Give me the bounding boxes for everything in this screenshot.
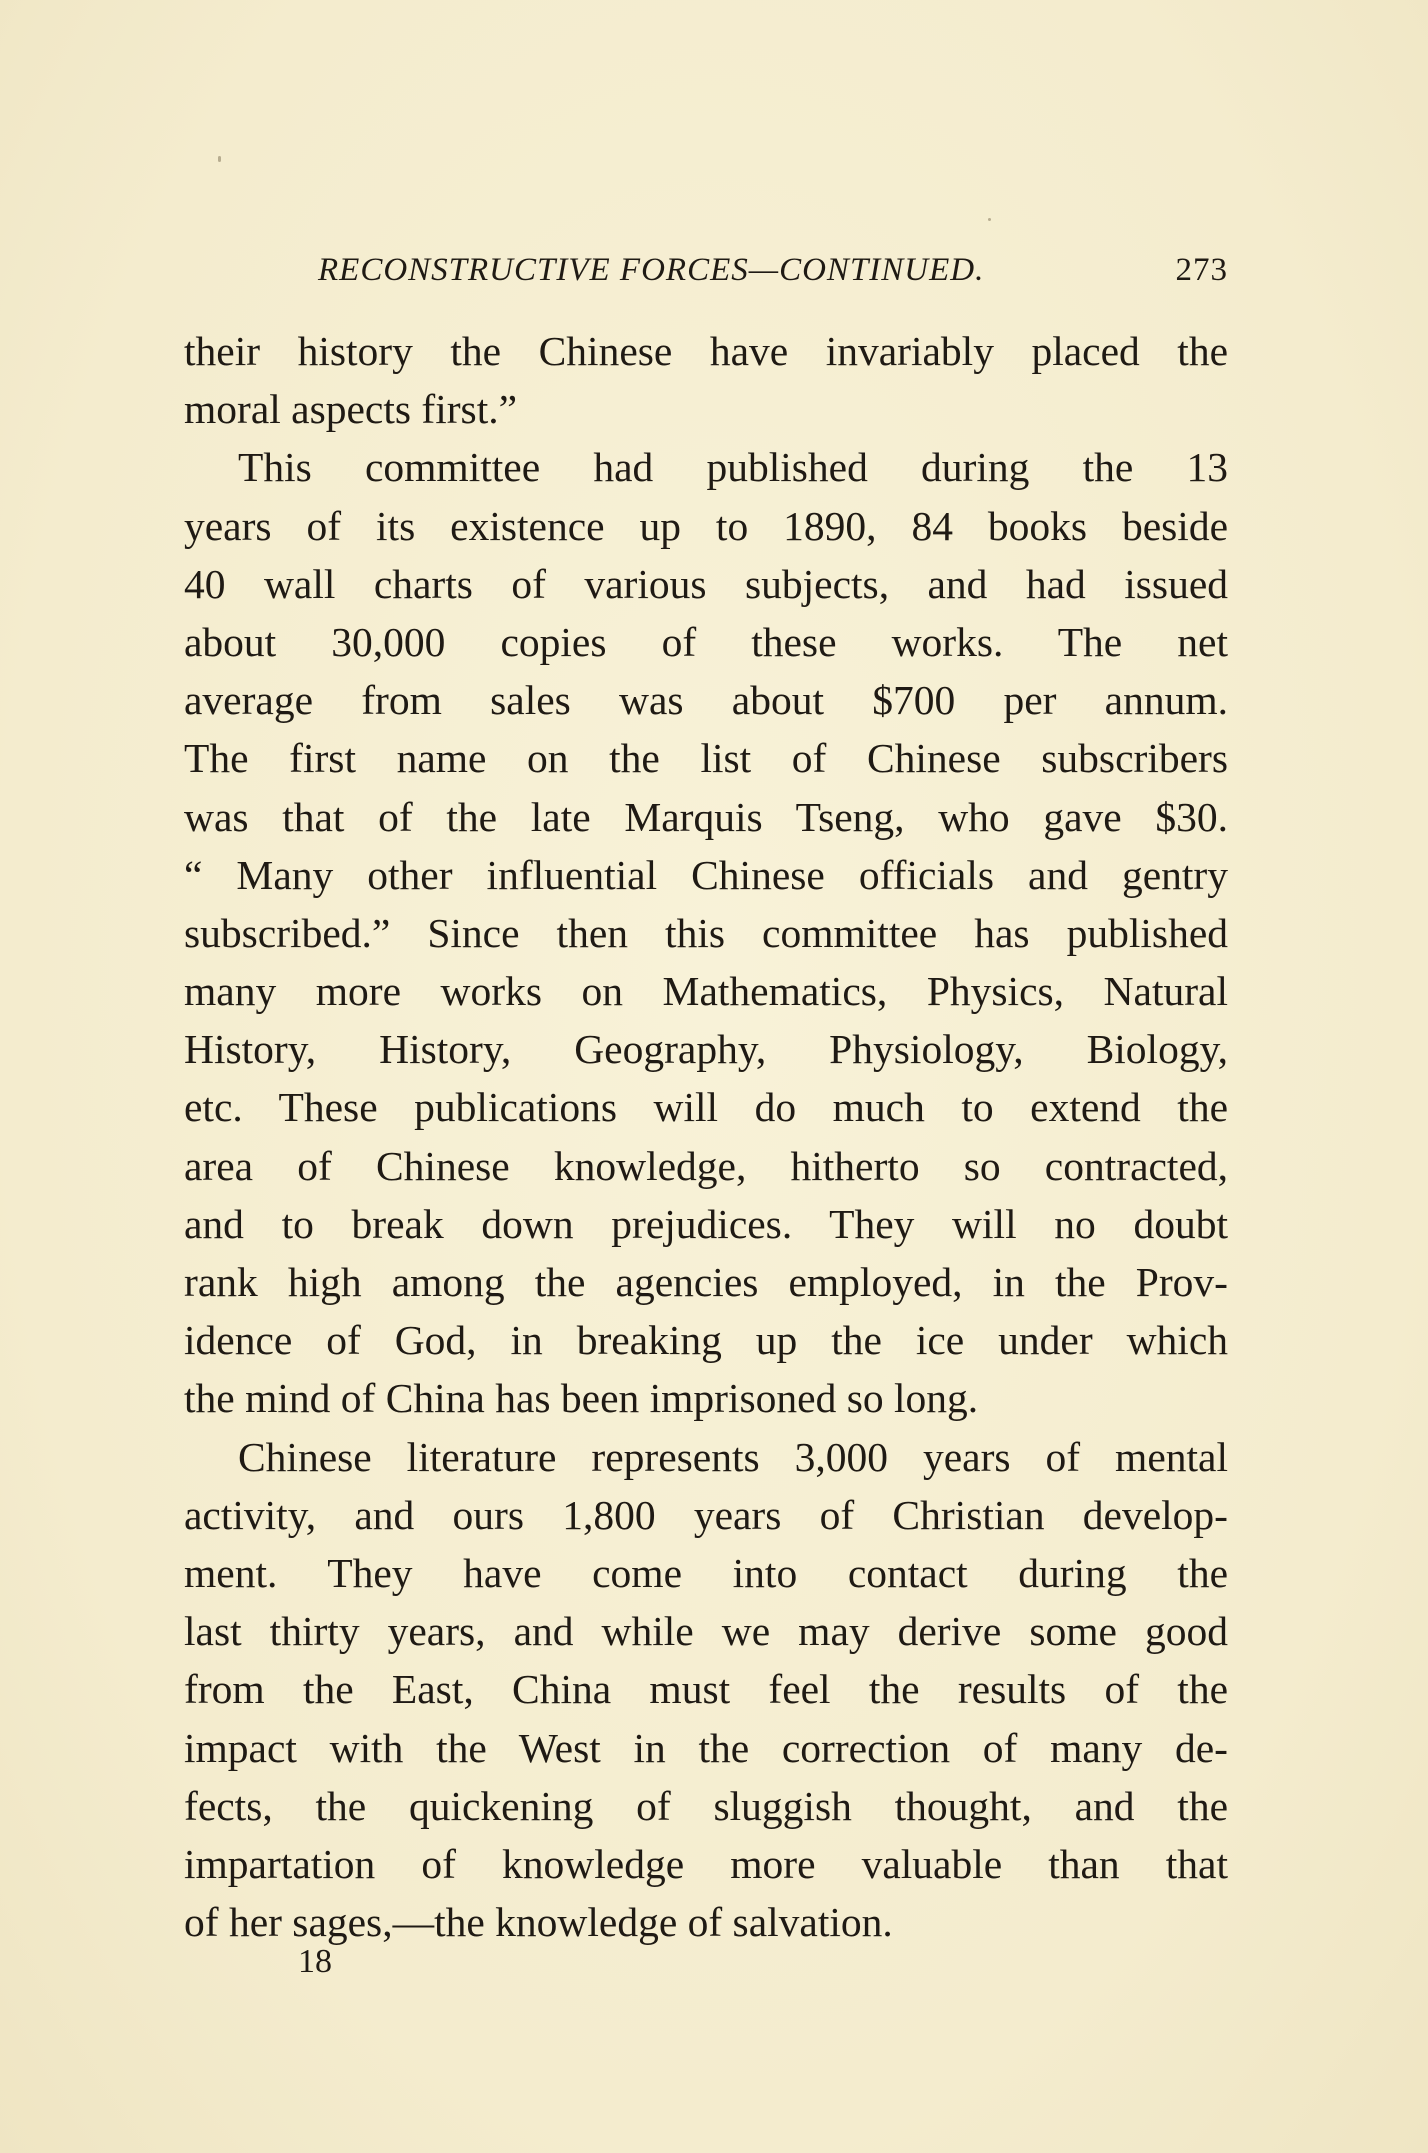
text-line: area of Chinese knowledge, hitherto so contracted, bbox=[184, 1142, 1228, 1189]
text-line: activity, and ours 1,800 years of Christian develop- bbox=[184, 1491, 1228, 1538]
paper-speck bbox=[218, 156, 221, 162]
text-line: rank high among the agencies employed, in the Prov- bbox=[184, 1259, 1228, 1305]
running-title: RECONSTRUCTIVE FORCES—CONTINUED. bbox=[318, 252, 985, 288]
text-line: The first name on the list of Chinese subscribers bbox=[184, 735, 1228, 782]
text-line: of her sages,—the knowledge of salvation. bbox=[184, 1899, 893, 1946]
signature-mark: 18 bbox=[298, 1943, 332, 1980]
text-line: History, History, Geography, Physiology, Biology, bbox=[184, 1026, 1228, 1073]
text-line: ment. They have come into contact during the bbox=[184, 1549, 1228, 1596]
text-line: their history the Chinese have invariably placed the bbox=[184, 328, 1228, 374]
text-line: many more works on Mathematics, Physics, Natural bbox=[184, 968, 1228, 1015]
text-line: the mind of China has been imprisoned so long. bbox=[184, 1375, 979, 1422]
text-line: was that of the late Marquis Tseng, who gave $30. bbox=[184, 793, 1228, 840]
text-line: idence of God, in breaking up the ice under which bbox=[184, 1317, 1228, 1364]
text-line: from the East, China must feel the results of the bbox=[184, 1666, 1228, 1713]
page-number: 273 bbox=[1175, 252, 1228, 288]
text-line: moral aspects first.” bbox=[184, 386, 518, 433]
text-line: years of its existence up to 1890, 84 books beside bbox=[184, 502, 1228, 549]
paper-speck bbox=[988, 218, 991, 221]
text-line: etc. These publications will do much to extend the bbox=[184, 1084, 1228, 1131]
body-text bbox=[184, 322, 1228, 1951]
text-line: Chinese literature represents 3,000 years of mental bbox=[238, 1433, 1228, 1480]
text-line: impartation of knowledge more valuable than that bbox=[184, 1840, 1228, 1887]
text-line: This committee had published during the 13 bbox=[238, 444, 1228, 491]
text-line: last thirty years, and while we may derive some good bbox=[184, 1608, 1228, 1655]
text-line: about 30,000 copies of these works. The net bbox=[184, 618, 1228, 665]
text-line: 40 wall charts of various subjects, and had issued bbox=[184, 560, 1228, 607]
running-head bbox=[318, 252, 1228, 298]
text-line: “ Many other influential Chinese officials and gentry bbox=[184, 851, 1228, 898]
text-line: and to break down prejudices. They will no doubt bbox=[184, 1200, 1228, 1247]
text-line: average from sales was about $700 per annum. bbox=[184, 677, 1228, 724]
text-line: fects, the quickening of sluggish thought, and the bbox=[184, 1782, 1228, 1829]
text-line: subscribed.” Since then this committee has published bbox=[184, 909, 1228, 956]
text-line: impact with the West in the correction of many de- bbox=[184, 1724, 1228, 1771]
